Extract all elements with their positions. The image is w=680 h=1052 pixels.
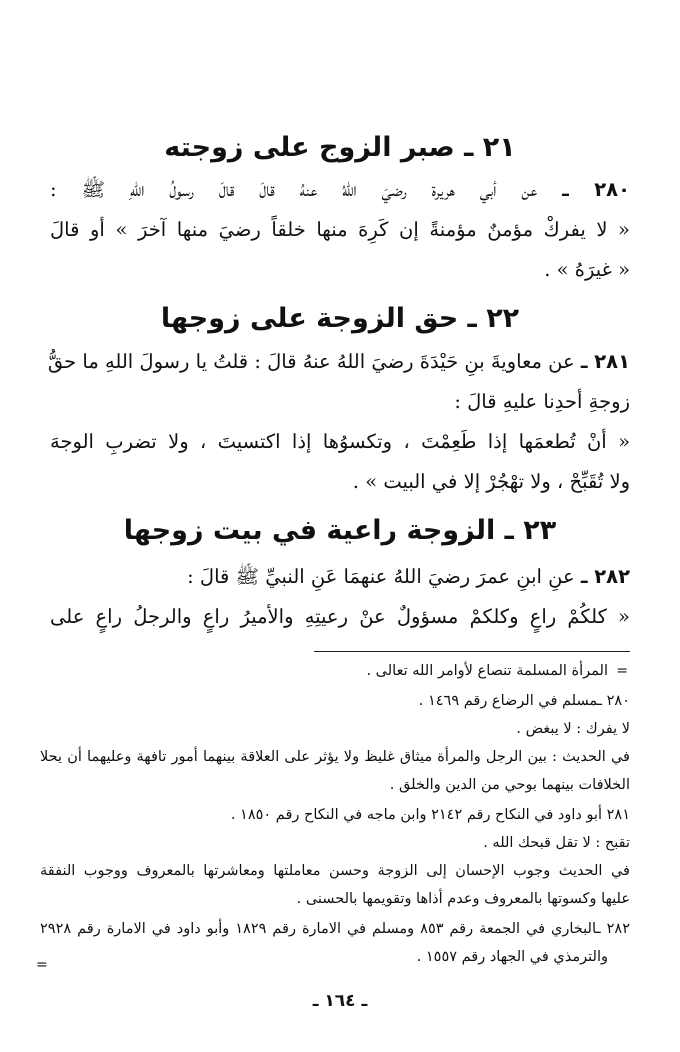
footnote-280-source: ٢٨٠ ـمسلم في الرضاع رقم ١٤٦٩ . [418, 693, 630, 709]
footnote-continuation: المرأة المسلمة تنصاع لأوامر الله تعالى . [366, 663, 608, 679]
section-heading-23: ٢٣ ـ الزوجة راعية في بيت زوجها [123, 515, 557, 546]
hadith-281-line-1 [47, 345, 630, 379]
hadith-text: عن أبي هريرة رضيَ اللهُ عنهُ قالَ قالَ رسولُ اللهِ ﷺ : [50, 178, 538, 201]
footnote-281-source: ٢٨١ أبو داود في النكاح رقم ٢١٤٢ وابن ماجه في النكاح رقم ١٨٥٠ . [230, 807, 630, 823]
hadith-text: عن معاويةَ بنِ حَيْدَةَ رضيَ اللهُ عنهُ قالَ : قلتُ يا رسولَ اللهِ ما حقُّ [47, 350, 575, 373]
hadith-280-line-2: « لا يفركْ مؤمنٌ مؤمنةً إن كَرِهَ منها خلقاً رضيَ منها آخرَ » أو قالَ [50, 218, 630, 241]
footnote-number-280: ٢٨٠ ـ [597, 693, 630, 709]
footnote-282-source: ٢٨٢ ـالبخاري في الجمعة رقم ٨٥٣ ومسلم في الامارة رقم ١٨٢٩ وأبو داود في الامارة رقم ٢٩٢٨ [40, 921, 630, 937]
section-heading-22: ٢٢ ـ حق الزوجة على زوجها [160, 303, 520, 334]
footnote-280-line-3: الخلافات بينهما بوحي من الدين والخلق . [389, 777, 630, 793]
footnote-282-line-1: والترمذي في الجهاد رقم ١٥٥٧ . [416, 949, 608, 965]
footnote-281-line-3: عليها وكسوتها بالمعروف وعدم أذاها وتقويمها بالحسنى . [296, 891, 630, 907]
hadith-282-line-2: « كلكُمْ راعٍ وكلكمْ مسؤولٌ عنْ رعيتِهِ والأميرُ راعٍ والرجلُ راعٍ على [50, 605, 630, 628]
continuation-mark: = [616, 663, 628, 679]
hadith-280-line-1 [50, 173, 630, 207]
footnote-separator [314, 651, 630, 652]
footnote-number-282: ٢٨٢ ـ [596, 921, 630, 937]
hadith-281-line-2: زوجةِ أحدِنا عليهِ قالَ : [454, 390, 630, 413]
page-number: ـ ١٦٤ ـ [312, 991, 368, 1011]
hadith-281-line-4: ولا تُقَبِّحْ ، ولا تهْجُرْ إلا في البيت » . [352, 470, 630, 493]
trailing-continuation-mark: = [36, 957, 48, 973]
hadith-282-line-1 [50, 560, 630, 594]
hadith-280-line-3: « غيرَهُ » . [544, 258, 630, 281]
footnote-281-line-2: في الحديث وجوب الإحسان إلى الزوجة وحسن معاملتها ومعاشرتها بالمعروف ووجوب النفقة [40, 863, 630, 879]
footnote-280-line-2: في الحديث : بين الرجل والمرأة ميثاق غليظ ولا يؤثر على العلاقة بينهما أمور تافهة وعليهما أن يحلا [40, 749, 630, 765]
hadith-number-281: ٢٨١ ـ [580, 350, 630, 373]
section-heading-21: ٢١ ـ صبر الزوج على زوجته [164, 132, 516, 163]
footnote-281-line-1: تقبح : لا تقل قبحك الله . [483, 835, 630, 851]
hadith-number-282: ٢٨٢ ـ [580, 565, 630, 588]
footnote-number-281: ٢٨١ [606, 807, 630, 823]
hadith-text: عنِ ابنِ عمرَ رضيَ اللهُ عنهمَا عَنِ النبيِّ ﷺ قالَ : [187, 565, 575, 588]
footnote-280-line-1: لا يفرك : لا يبغض . [516, 721, 630, 737]
hadith-number-280: ٢٨٠ ـ [562, 178, 630, 201]
hadith-281-line-3: « أنْ تُطعمَها إذا طَعِمْتَ ، وتكسوُها إذا اكتسيتَ ، ولا تضربِ الوجهَ [50, 430, 630, 453]
